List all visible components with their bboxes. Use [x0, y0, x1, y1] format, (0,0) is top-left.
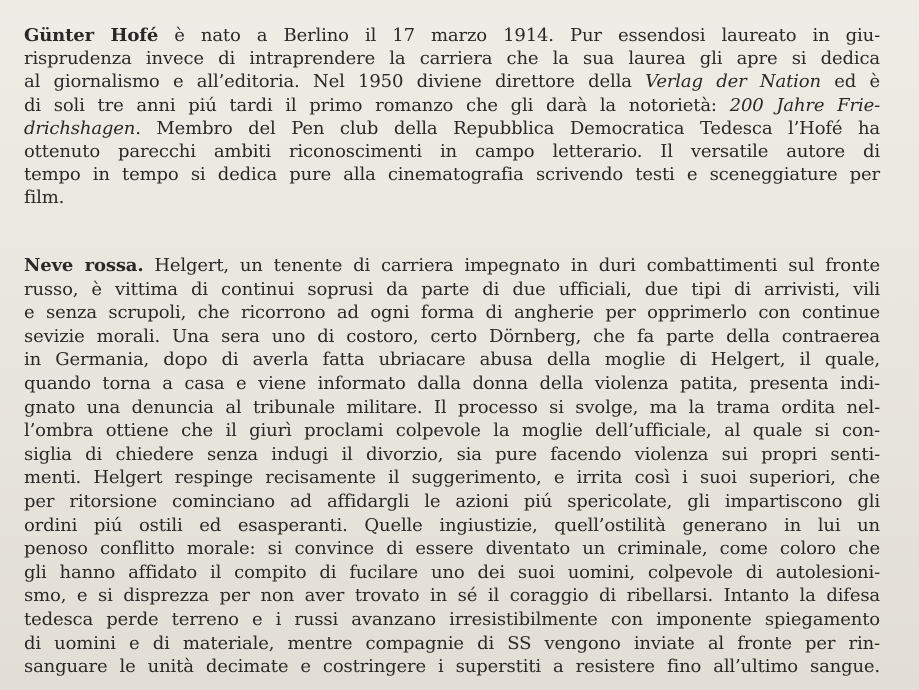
synopsis-line: di uomini e di materiale, mentre compagnie di SS vengono inviate al fronte per rin- [24, 632, 880, 654]
synopsis-line: smo, e si disprezza per non aver trovato in sé il coraggio di ribellarsi. Intanto la difesa [24, 585, 880, 607]
synopsis-line: sanguare le unità decimate e costringere i superstiti a resistere fino all’ultimo sangue. [24, 656, 880, 678]
bio-line: film. [24, 187, 65, 209]
bio-line: di soli tre anni piú tardi il primo romanzo che gli darà la notorietà: 200 Jahre Frie- [24, 94, 880, 116]
novel-title: Neve rossa. [24, 255, 144, 276]
bio-line: ottenuto parecchi ambiti riconoscimenti in campo letterario. Il versatile autore di [24, 141, 880, 163]
synopsis-line: in Germania, dopo di averla fatta ubriacare abusa della moglie di Helgert, il quale, [24, 349, 880, 371]
synopsis-line: gli hanno affidato il compito di fucilare uno dei suoi uomini, colpevole di autolesioni- [24, 561, 880, 583]
synopsis-line: siglia di chiedere senza indugi il divorzio, sia pure facendo violenza sui propri senti- [24, 443, 880, 465]
synopsis-line: Neve rossa. Helgert, un tenente di carriera impegnato in duri combattimenti sul fronte [24, 255, 880, 276]
bio-line: al giornalismo e all’editoria. Nel 1950 diviene direttore della Verlag der Nation ed è [24, 71, 880, 93]
synopsis-line: sevizie morali. Una sera uno di costoro, certo Dörnberg, che fa parte della contraerea [24, 325, 880, 347]
synopsis-paragraph [24, 254, 880, 679]
bio-line: Günter Hofé è nato a Berlino il 17 marzo 1914. Pur essendosi laureato in giu- [24, 25, 881, 46]
synopsis-line: menti. Helgert respinge recisamente il suggerimento, e irrita così i suoi superiori, che [24, 467, 880, 489]
bio-line: drichshagen. Membro del Pen club della Repubblica Democratica Tedesca l’Hofé ha [24, 117, 880, 139]
author-name: Günter Hofé [24, 25, 159, 46]
synopsis-line: penoso conflitto morale: si convince di essere diventato un criminale, come coloro che [24, 538, 880, 560]
synopsis-line: tedesca perde terreno e i russi avanzano irresistibilmente con imponente spiegamento [24, 608, 880, 630]
synopsis-line: per ritorsione cominciano ad affidargli le azioni piú spericolate, gli impartiscono gli [24, 490, 880, 512]
publisher-name: Verlag der Nation [645, 71, 821, 93]
synopsis-line: e senza scrupoli, che ricorrono ad ogni forma di angherie per opprimerlo con continue [24, 302, 880, 324]
author-bio-paragraph [24, 24, 880, 210]
synopsis-line: quando torna a casa e viene informato dalla donna della violenza patita, presenta indi- [24, 372, 880, 394]
bio-line: risprudenza invece di intraprendere la carriera che la sua laurea gli apre si dedica [24, 48, 880, 70]
synopsis-line: ordini piú ostili ed esasperanti. Quelle ingiustizie, quell’ostilità generano in lui un [24, 514, 880, 536]
bio-line: tempo in tempo si dedica pure alla cinematografia scrivendo testi e sceneggiature per [24, 164, 880, 186]
book-title-part2: drichshagen [24, 117, 136, 139]
synopsis-line: gnato una denuncia al tribunale militare. Il processo si svolge, ma la trama ordita nel- [24, 396, 880, 418]
synopsis-line: l’ombra ottiene che il giurì proclami colpevole la moglie dell’ufficiale, al quale si con- [24, 420, 880, 442]
synopsis-line: russo, è vittima di continui soprusi da parte di due ufficiali, due tipi di arrivisti, vili [24, 278, 880, 300]
book-title-part1: 200 Jahre Frie- [729, 94, 880, 116]
